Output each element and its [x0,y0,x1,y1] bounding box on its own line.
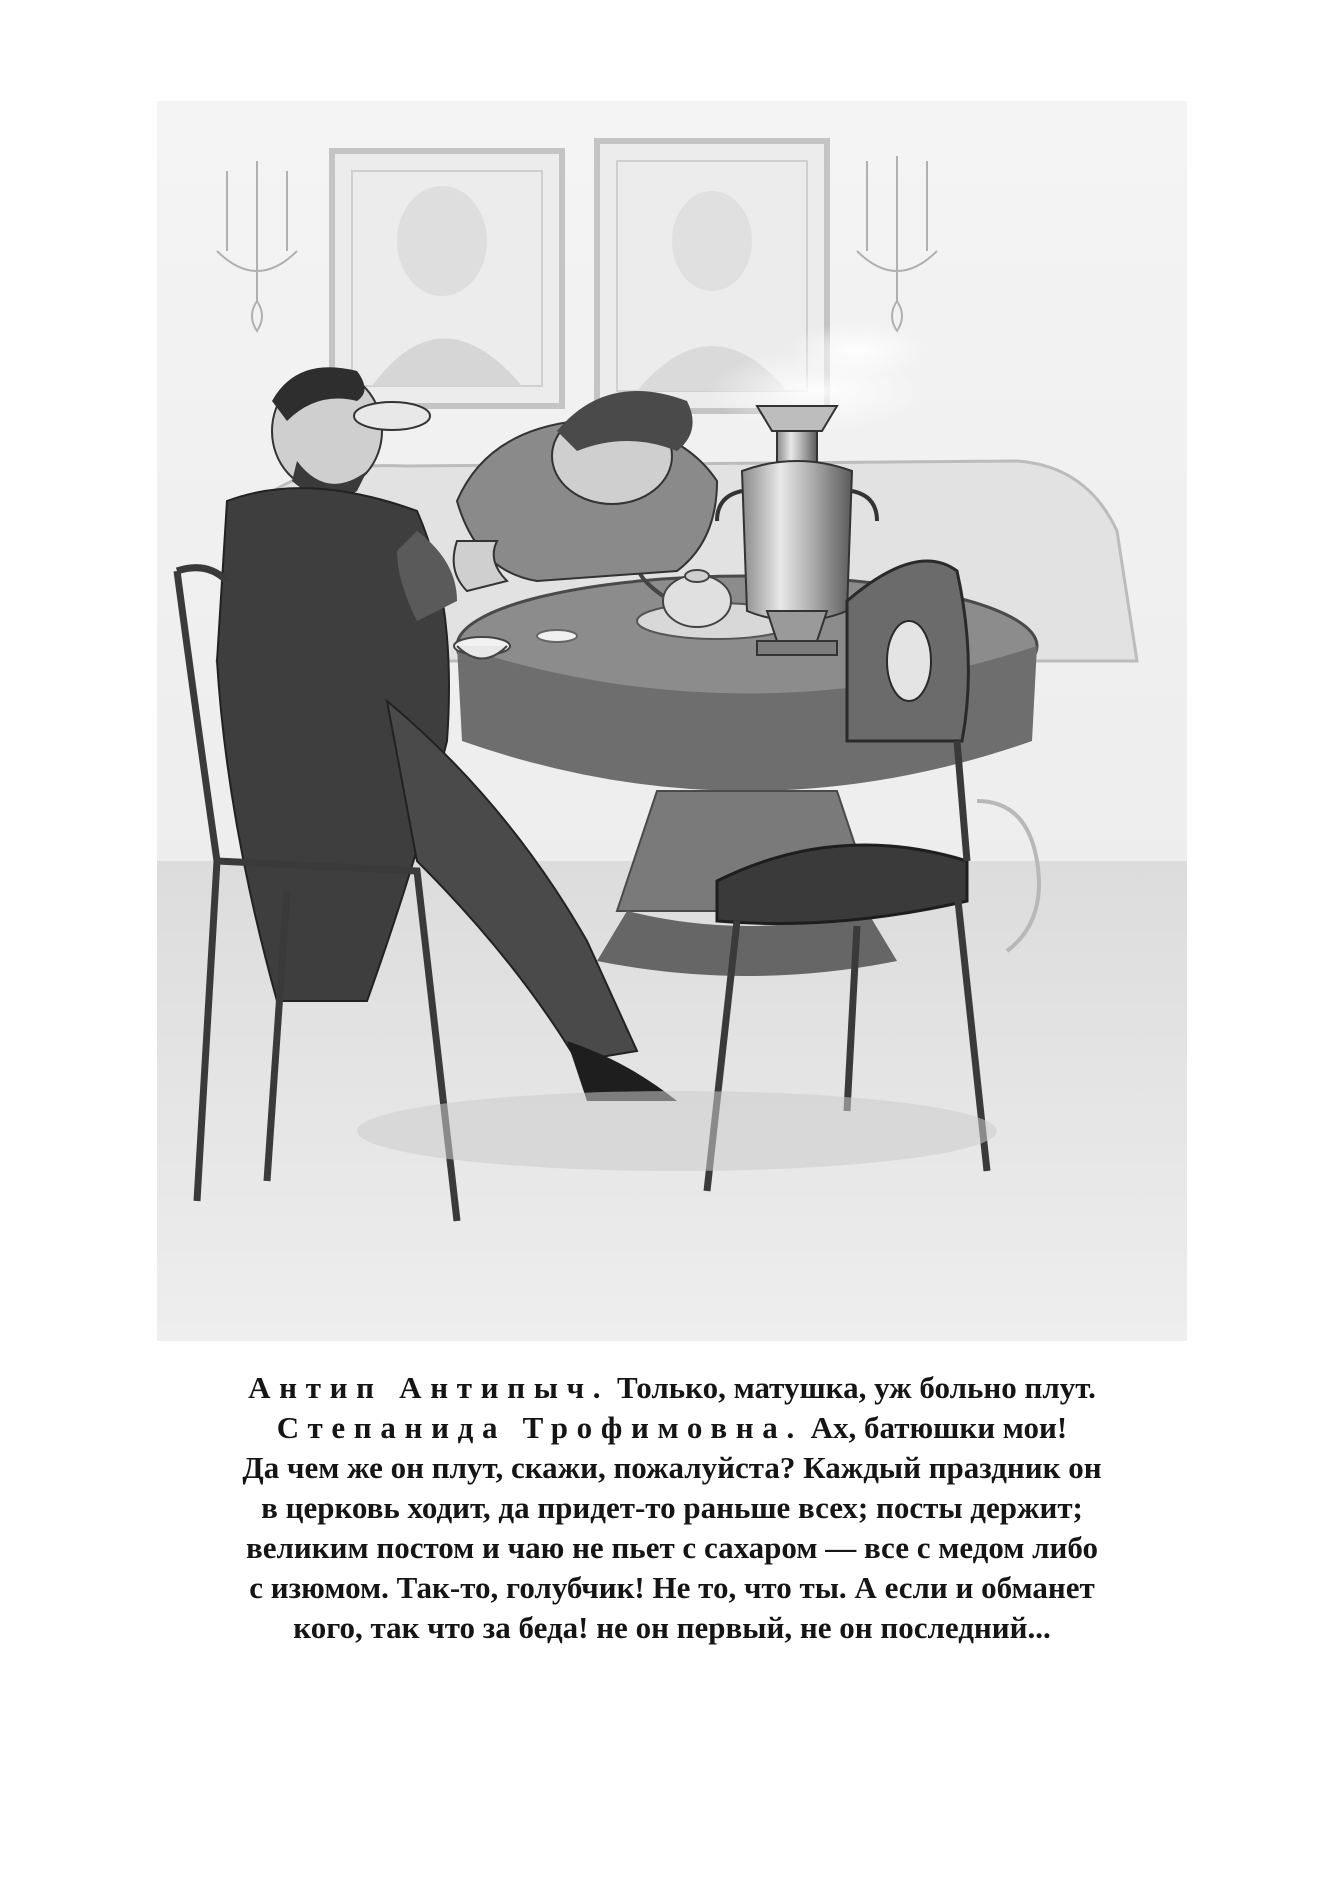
caption-line-3: Да чем же он плут, скажи, пожалуйста? Каждый праздник он [242,1450,1102,1485]
steam-puff [787,323,927,379]
speaker-antip-antipych: Антип Антипыч. [248,1370,610,1405]
floor-shadow [357,1091,997,1171]
caption-line-6: с изюмом. Так-то, голубчик! Не то, что ты. А если и обманет [249,1570,1095,1605]
caption-line-1-text: Только, матушка, уж больно плут. [609,1370,1096,1405]
caption-line-1 [157,1368,1187,1408]
caption-line-7: кого, так что за беда! не он первый, не он последний... [293,1610,1051,1645]
caption-line-2-text: Ах, батюшки мои! [802,1410,1068,1445]
caption-line-2 [157,1408,1187,1448]
illustration-caption [157,1368,1187,1648]
lithograph-illustration [157,101,1187,1341]
speaker-stepanida-trofimovna: Степанида Трофимовна. [276,1410,803,1445]
caption-line-5: великим постом и чаю не пьет с сахаром — все с медом либо [245,1530,1098,1565]
caption-line-4: в церковь ходит, да придет-то раньше всех; посты держит; [261,1490,1083,1525]
illustration-drawing [157,101,1187,1341]
left-portrait-frame [332,151,562,406]
saucer [537,630,577,642]
